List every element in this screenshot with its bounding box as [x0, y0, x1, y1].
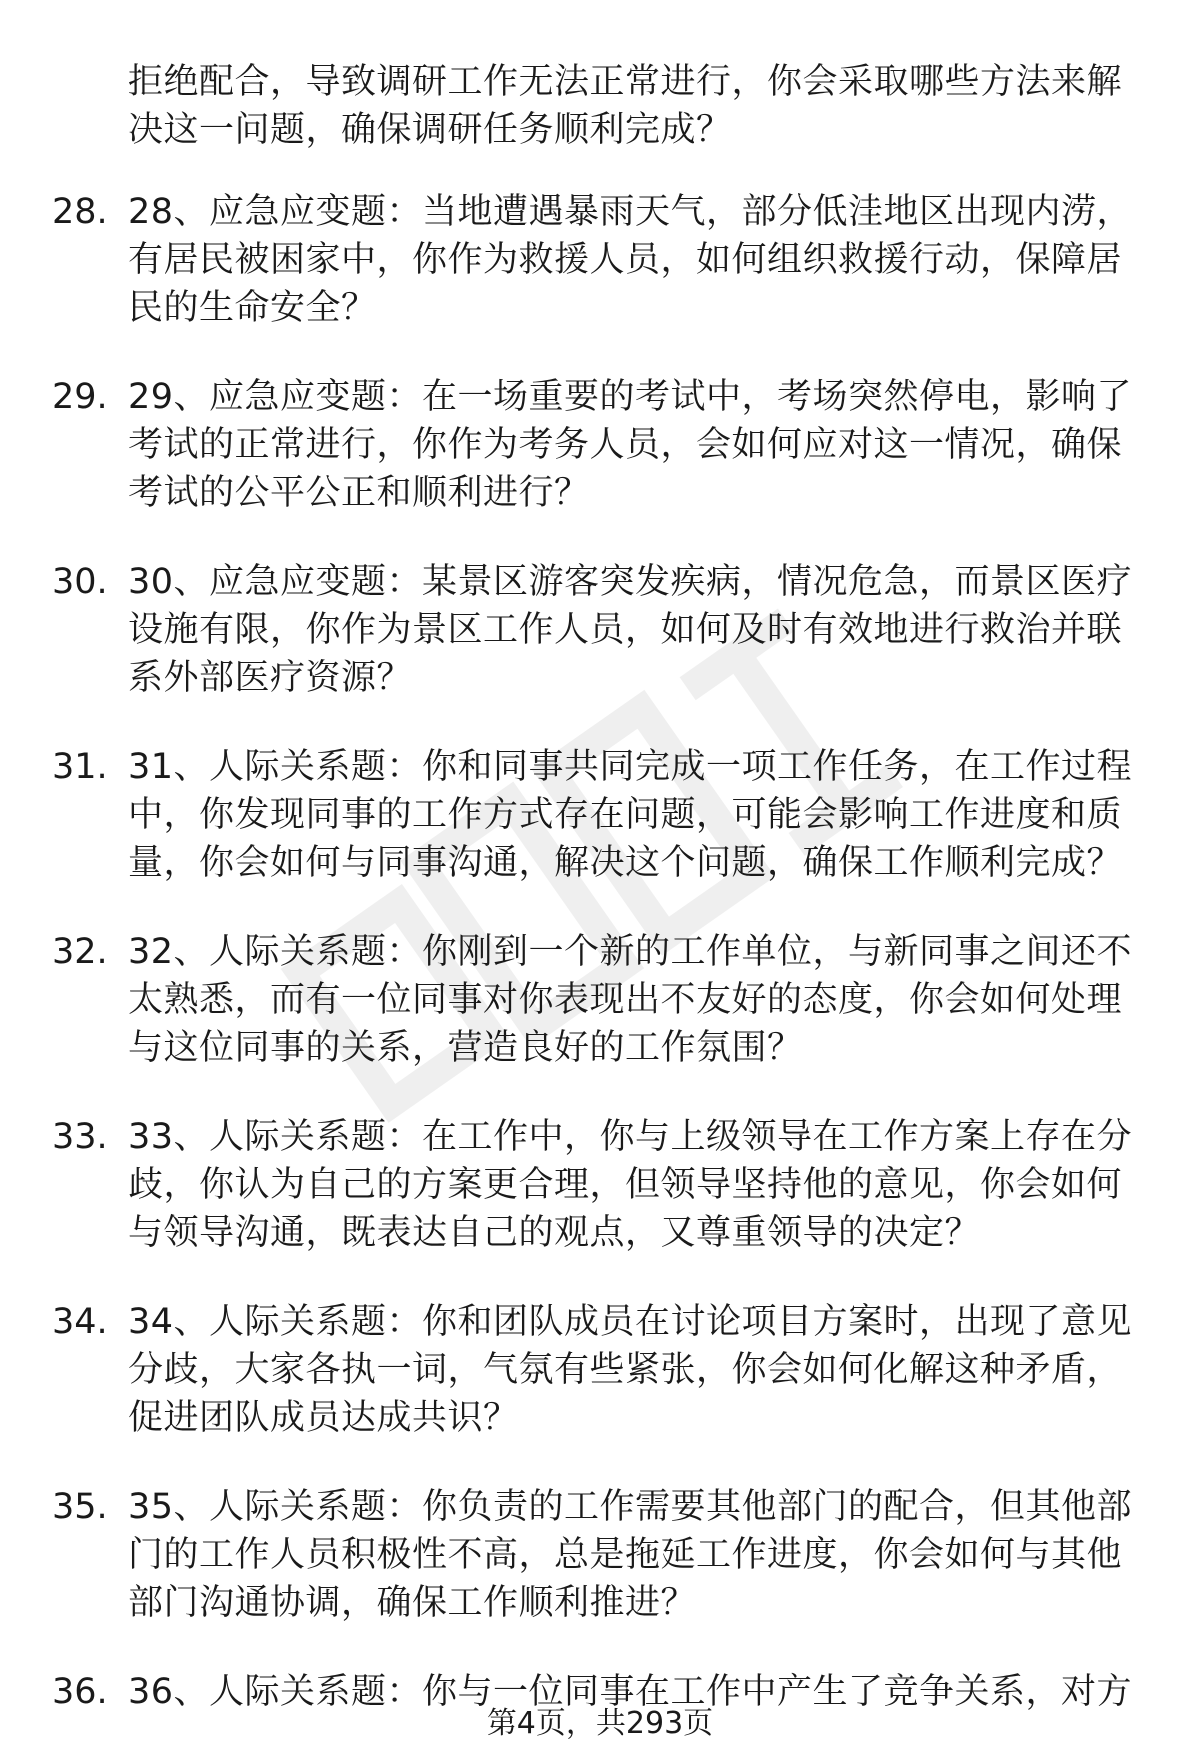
list-item [0, 188, 1200, 373]
item-number: 35. [52, 1487, 108, 1527]
list-item [0, 373, 1200, 558]
item-number: 32. [52, 932, 108, 972]
question-text: 31、人际关系题：你和同事共同完成一项工作任务，在工作过程中，你发现同事的工作方式存在问题，可能会影响工作进度和质量，你会如何与同事沟通，解决这个问题，确保工作顺利完成？ [128, 747, 1133, 883]
question-text: 35、人际关系题：你负责的工作需要其他部门的配合，但其他部门的工作人员积极性不高，总是拖延工作进度，你会如何与其他部门沟通协调，确保工作顺利推进？ [128, 1487, 1133, 1623]
item-number: 34. [52, 1302, 108, 1342]
question-text: 33、人际关系题：在工作中，你与上级领导在工作方案上存在分歧，你认为自己的方案更合理，但领导坚持他的意见，你会如何与领导沟通，既表达自己的观点，又尊重领导的决定？ [128, 1117, 1133, 1253]
question-text: 34、人际关系题：你和团队成员在讨论项目方案时，出现了意见分歧，大家各执一词，气氛有些紧张，你会如何化解这种矛盾，促进团队成员达成共识？ [128, 1302, 1133, 1438]
list-item [0, 558, 1200, 743]
question-text: 28、应急应变题：当地遭遇暴雨天气，部分低洼地区出现内涝，有居民被困家中，你作为救援人员，如何组织救援行动，保障居民的生命安全？ [128, 192, 1133, 328]
item-number: 30. [52, 562, 108, 602]
list-item [0, 1298, 1200, 1483]
item-number: 31. [52, 747, 108, 787]
list-item [0, 743, 1200, 928]
list-item [0, 1113, 1200, 1298]
list-item [0, 1483, 1200, 1668]
question-text: 30、应急应变题：某景区游客突发疾病，情况危急，而景区医疗设施有限，你作为景区工作人员，如何及时有效地进行救治并联系外部医疗资源？ [128, 562, 1133, 698]
question-text: 32、人际关系题：你刚到一个新的工作单位，与新同事之间还不太熟悉，而有一位同事对你表现出不友好的态度，你会如何处理与这位同事的关系，营造良好的工作氛围？ [128, 932, 1133, 1068]
item-number: 29. [52, 377, 108, 417]
question-list [0, 188, 1200, 1728]
question-text: 36、人际关系题：你与一位同事在工作中产生了竞争关系，对方 [128, 1672, 1133, 1712]
page-footer: 第4页，共293页 [486, 1706, 714, 1741]
question-text: 29、应急应变题：在一场重要的考试中，考场突然停电，影响了考试的正常进行，你作为考务人员，会如何应对这一情况，确保考试的公平公正和顺利进行？ [128, 377, 1133, 513]
item-number: 28. [52, 192, 108, 232]
item-number: 36. [52, 1672, 108, 1712]
intro-paragraph: 拒绝配合，导致调研工作无法正常进行，你会采取哪些方法来解决这一问题，确保调研任务顺利完成？ [128, 62, 1123, 150]
list-item [0, 928, 1200, 1113]
item-number: 33. [52, 1117, 108, 1157]
